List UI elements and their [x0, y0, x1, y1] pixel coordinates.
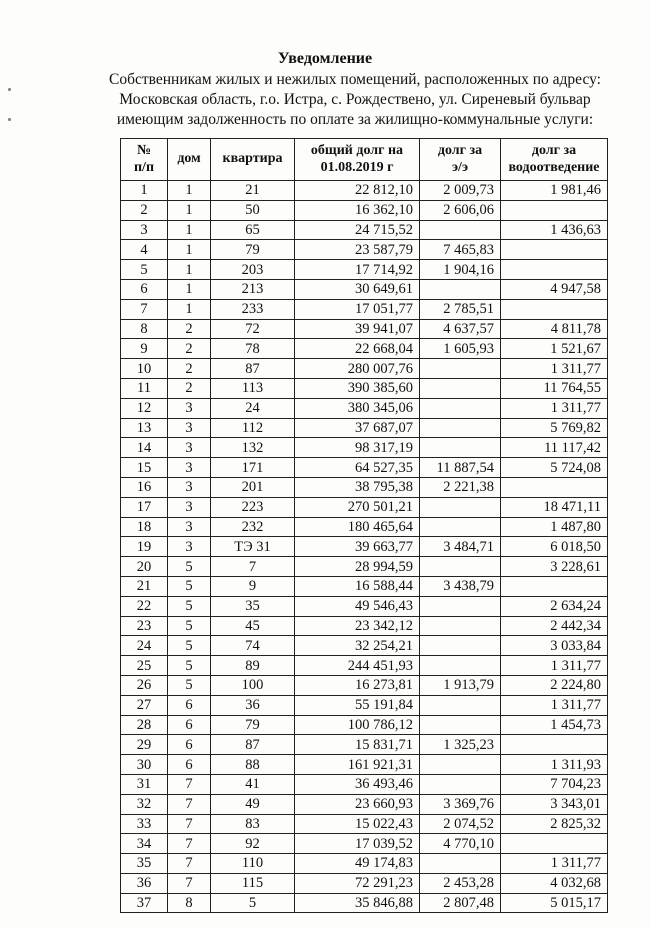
cell-water-debt: 1 311,77 — [501, 656, 608, 676]
cell-electricity-debt — [420, 636, 501, 656]
table-row — [121, 260, 608, 280]
cell-total-debt: 23 587,79 — [295, 240, 420, 260]
cell-electricity-debt — [420, 596, 501, 616]
cell-apartment: 50 — [211, 200, 295, 220]
cell-electricity-debt: 11 887,54 — [420, 458, 501, 478]
cell-house: 1 — [168, 260, 211, 280]
cell-house: 1 — [168, 299, 211, 319]
cell-total-debt: 15 022,43 — [295, 814, 420, 834]
cell-house: 3 — [168, 438, 211, 458]
cell-total-debt: 17 039,52 — [295, 834, 420, 854]
cell-water-debt: 4 032,68 — [501, 873, 608, 893]
cell-house: 7 — [168, 873, 211, 893]
cell-number: 18 — [121, 517, 168, 537]
cell-electricity-debt: 2 221,38 — [420, 477, 501, 497]
cell-water-debt — [501, 240, 608, 260]
table-row — [121, 497, 608, 517]
cell-total-debt: 22 668,04 — [295, 339, 420, 359]
header-line: общий долг на — [310, 143, 404, 158]
cell-electricity-debt — [420, 220, 501, 240]
cell-total-debt: 17 051,77 — [295, 299, 420, 319]
scan-speck — [8, 118, 11, 121]
table-row — [121, 200, 608, 220]
table-row — [121, 636, 608, 656]
cell-electricity-debt: 2 606,06 — [420, 200, 501, 220]
cell-apartment: 232 — [211, 517, 295, 537]
table-row — [121, 656, 608, 676]
cell-house: 3 — [168, 497, 211, 517]
cell-number: 15 — [121, 458, 168, 478]
cell-total-debt: 15 831,71 — [295, 735, 420, 755]
cell-number: 10 — [121, 359, 168, 379]
table-row — [121, 339, 608, 359]
header-line: № — [136, 143, 152, 158]
cell-house: 5 — [168, 636, 211, 656]
cell-house: 6 — [168, 755, 211, 775]
cell-total-debt: 35 846,88 — [295, 893, 420, 913]
cell-number: 26 — [121, 675, 168, 695]
cell-electricity-debt: 2 009,73 — [420, 181, 501, 201]
cell-apartment: 89 — [211, 656, 295, 676]
scan-speck — [8, 88, 11, 91]
cell-electricity-debt: 1 325,23 — [420, 735, 501, 755]
cell-house: 1 — [168, 181, 211, 201]
cell-water-debt: 11 117,42 — [501, 438, 608, 458]
cell-house: 2 — [168, 339, 211, 359]
cell-electricity-debt — [420, 557, 501, 577]
cell-house: 1 — [168, 200, 211, 220]
cell-apartment: 223 — [211, 497, 295, 517]
cell-house: 5 — [168, 576, 211, 596]
cell-number: 27 — [121, 695, 168, 715]
cell-apartment: 110 — [211, 854, 295, 874]
cell-apartment: 87 — [211, 359, 295, 379]
cell-water-debt: 1 981,46 — [501, 181, 608, 201]
cell-apartment: 65 — [211, 220, 295, 240]
cell-apartment: 233 — [211, 299, 295, 319]
header-line: э/э — [452, 159, 468, 175]
table-row — [121, 557, 608, 577]
cell-total-debt: 180 465,64 — [295, 517, 420, 537]
cell-apartment: 92 — [211, 834, 295, 854]
cell-apartment: 21 — [211, 181, 295, 201]
cell-water-debt: 1 436,63 — [501, 220, 608, 240]
cell-apartment: 112 — [211, 418, 295, 438]
table-row — [121, 458, 608, 478]
cell-apartment: ТЭ 31 — [211, 537, 295, 557]
cell-apartment: 79 — [211, 240, 295, 260]
cell-electricity-debt: 1 605,93 — [420, 339, 501, 359]
cell-total-debt: 49 174,83 — [295, 854, 420, 874]
cell-total-debt: 22 812,10 — [295, 181, 420, 201]
cell-number: 1 — [121, 181, 168, 201]
cell-number: 30 — [121, 755, 168, 775]
cell-house: 6 — [168, 715, 211, 735]
cell-house: 5 — [168, 616, 211, 636]
cell-number: 17 — [121, 497, 168, 517]
cell-electricity-debt — [420, 774, 501, 794]
cell-total-debt: 390 385,60 — [295, 378, 420, 398]
cell-electricity-debt — [420, 616, 501, 636]
cell-water-debt: 1 311,77 — [501, 854, 608, 874]
cell-total-debt: 30 649,61 — [295, 279, 420, 299]
cell-total-debt: 380 345,06 — [295, 398, 420, 418]
cell-total-debt: 100 786,12 — [295, 715, 420, 735]
cell-house: 7 — [168, 854, 211, 874]
cell-water-debt: 3 228,61 — [501, 557, 608, 577]
cell-apartment: 100 — [211, 675, 295, 695]
cell-number: 33 — [121, 814, 168, 834]
table-row — [121, 794, 608, 814]
cell-number: 4 — [121, 240, 168, 260]
cell-water-debt: 2 442,34 — [501, 616, 608, 636]
cell-electricity-debt — [420, 755, 501, 775]
cell-number: 2 — [121, 200, 168, 220]
cell-number: 22 — [121, 596, 168, 616]
header-apartment — [211, 139, 295, 181]
cell-number: 5 — [121, 260, 168, 280]
header-line: долг за — [437, 143, 483, 158]
cell-total-debt: 38 795,38 — [295, 477, 420, 497]
cell-house: 3 — [168, 537, 211, 557]
subtitle-line: имеющим задолженность по оплате за жилищно-коммунальные услуги: — [116, 111, 594, 128]
cell-number: 34 — [121, 834, 168, 854]
cell-number: 23 — [121, 616, 168, 636]
cell-house: 3 — [168, 517, 211, 537]
table-row — [121, 814, 608, 834]
cell-water-debt — [501, 299, 608, 319]
table-row — [121, 279, 608, 299]
cell-total-debt: 32 254,21 — [295, 636, 420, 656]
table-row — [121, 181, 608, 201]
table-row — [121, 715, 608, 735]
cell-house: 1 — [168, 279, 211, 299]
cell-number: 20 — [121, 557, 168, 577]
cell-water-debt — [501, 200, 608, 220]
header-number — [121, 139, 168, 181]
table-row — [121, 299, 608, 319]
cell-electricity-debt: 2 453,28 — [420, 873, 501, 893]
cell-total-debt: 16 588,44 — [295, 576, 420, 596]
table-row — [121, 695, 608, 715]
header-line: дом — [177, 151, 201, 167]
table-row — [121, 517, 608, 537]
cell-electricity-debt: 3 369,76 — [420, 794, 501, 814]
cell-water-debt: 2 224,80 — [501, 675, 608, 695]
cell-house: 5 — [168, 557, 211, 577]
cell-apartment: 113 — [211, 378, 295, 398]
cell-electricity-debt — [420, 854, 501, 874]
table-row — [121, 834, 608, 854]
cell-water-debt: 18 471,11 — [501, 497, 608, 517]
cell-water-debt: 11 764,55 — [501, 378, 608, 398]
cell-water-debt: 4 811,78 — [501, 319, 608, 339]
debt-table — [120, 138, 608, 913]
cell-water-debt: 2 825,32 — [501, 814, 608, 834]
cell-electricity-debt — [420, 695, 501, 715]
cell-electricity-debt: 4 637,57 — [420, 319, 501, 339]
table-header-row — [121, 139, 608, 181]
cell-apartment: 41 — [211, 774, 295, 794]
cell-apartment: 83 — [211, 814, 295, 834]
cell-number: 14 — [121, 438, 168, 458]
cell-total-debt: 64 527,35 — [295, 458, 420, 478]
cell-apartment: 79 — [211, 715, 295, 735]
cell-electricity-debt — [420, 715, 501, 735]
cell-house: 8 — [168, 893, 211, 913]
cell-number: 36 — [121, 873, 168, 893]
table-row — [121, 240, 608, 260]
cell-apartment: 87 — [211, 735, 295, 755]
cell-number: 37 — [121, 893, 168, 913]
cell-water-debt: 6 018,50 — [501, 537, 608, 557]
cell-electricity-debt: 2 785,51 — [420, 299, 501, 319]
cell-electricity-debt: 1 913,79 — [420, 675, 501, 695]
cell-electricity-debt: 3 438,79 — [420, 576, 501, 596]
cell-apartment: 5 — [211, 893, 295, 913]
cell-house: 6 — [168, 695, 211, 715]
table-row — [121, 418, 608, 438]
cell-number: 21 — [121, 576, 168, 596]
cell-water-debt: 4 947,58 — [501, 279, 608, 299]
cell-water-debt: 5 015,17 — [501, 893, 608, 913]
table-row — [121, 774, 608, 794]
header-total-debt — [295, 139, 420, 181]
table-row — [121, 675, 608, 695]
table-row — [121, 359, 608, 379]
cell-apartment: 36 — [211, 695, 295, 715]
cell-house: 3 — [168, 477, 211, 497]
cell-apartment: 35 — [211, 596, 295, 616]
cell-house: 3 — [168, 418, 211, 438]
cell-house: 5 — [168, 675, 211, 695]
cell-number: 9 — [121, 339, 168, 359]
cell-electricity-debt: 2 074,52 — [420, 814, 501, 834]
table-row — [121, 873, 608, 893]
cell-house: 2 — [168, 319, 211, 339]
cell-number: 35 — [121, 854, 168, 874]
subtitle-line: Собственникам жилых и нежилых помещений, расположенных по адресу: — [109, 71, 601, 88]
cell-apartment: 132 — [211, 438, 295, 458]
cell-total-debt: 17 714,92 — [295, 260, 420, 280]
document-title: Уведомление — [277, 50, 373, 67]
cell-electricity-debt: 3 484,71 — [420, 537, 501, 557]
cell-total-debt: 23 342,12 — [295, 616, 420, 636]
cell-number: 8 — [121, 319, 168, 339]
cell-total-debt: 270 501,21 — [295, 497, 420, 517]
cell-water-debt: 1 521,67 — [501, 339, 608, 359]
cell-apartment: 213 — [211, 279, 295, 299]
cell-house: 7 — [168, 774, 211, 794]
cell-number: 16 — [121, 477, 168, 497]
cell-total-debt: 72 291,23 — [295, 873, 420, 893]
cell-water-debt: 3 343,01 — [501, 794, 608, 814]
cell-number: 25 — [121, 656, 168, 676]
table-row — [121, 438, 608, 458]
header-line: 01.08.2019 г — [320, 159, 394, 175]
cell-total-debt: 244 451,93 — [295, 656, 420, 676]
cell-apartment: 115 — [211, 873, 295, 893]
cell-electricity-debt — [420, 398, 501, 418]
cell-total-debt: 23 660,93 — [295, 794, 420, 814]
cell-electricity-debt — [420, 438, 501, 458]
cell-electricity-debt: 2 807,48 — [420, 893, 501, 913]
cell-water-debt: 5 724,08 — [501, 458, 608, 478]
cell-water-debt — [501, 477, 608, 497]
cell-water-debt — [501, 576, 608, 596]
table-row — [121, 596, 608, 616]
cell-number: 6 — [121, 279, 168, 299]
table-body — [121, 181, 608, 913]
cell-house: 6 — [168, 735, 211, 755]
cell-electricity-debt — [420, 497, 501, 517]
cell-electricity-debt — [420, 279, 501, 299]
cell-apartment: 78 — [211, 339, 295, 359]
cell-apartment: 201 — [211, 477, 295, 497]
cell-total-debt: 161 921,31 — [295, 755, 420, 775]
cell-water-debt: 1 311,77 — [501, 398, 608, 418]
cell-water-debt — [501, 834, 608, 854]
cell-electricity-debt: 4 770,10 — [420, 834, 501, 854]
cell-total-debt: 98 317,19 — [295, 438, 420, 458]
cell-number: 7 — [121, 299, 168, 319]
cell-number: 3 — [121, 220, 168, 240]
cell-apartment: 49 — [211, 794, 295, 814]
cell-total-debt: 36 493,46 — [295, 774, 420, 794]
header-house — [168, 139, 211, 181]
cell-house: 7 — [168, 794, 211, 814]
cell-number: 12 — [121, 398, 168, 418]
cell-house: 3 — [168, 458, 211, 478]
cell-number: 19 — [121, 537, 168, 557]
cell-apartment: 45 — [211, 616, 295, 636]
cell-number: 29 — [121, 735, 168, 755]
cell-water-debt: 1 487,80 — [501, 517, 608, 537]
header-line: долг за — [531, 143, 577, 158]
cell-electricity-debt — [420, 656, 501, 676]
table-row — [121, 378, 608, 398]
cell-number: 31 — [121, 774, 168, 794]
table-row — [121, 319, 608, 339]
cell-total-debt: 39 663,77 — [295, 537, 420, 557]
cell-house: 1 — [168, 220, 211, 240]
cell-electricity-debt — [420, 378, 501, 398]
table-row — [121, 576, 608, 596]
cell-water-debt — [501, 735, 608, 755]
cell-total-debt: 37 687,07 — [295, 418, 420, 438]
cell-water-debt: 1 311,77 — [501, 695, 608, 715]
cell-apartment: 72 — [211, 319, 295, 339]
cell-water-debt: 1 454,73 — [501, 715, 608, 735]
cell-apartment: 24 — [211, 398, 295, 418]
cell-number: 11 — [121, 378, 168, 398]
cell-house: 1 — [168, 240, 211, 260]
cell-apartment: 74 — [211, 636, 295, 656]
document-subtitle — [90, 70, 620, 130]
cell-apartment: 9 — [211, 576, 295, 596]
table-row — [121, 893, 608, 913]
cell-water-debt: 2 634,24 — [501, 596, 608, 616]
cell-total-debt: 24 715,52 — [295, 220, 420, 240]
cell-water-debt: 1 311,77 — [501, 359, 608, 379]
table-row — [121, 398, 608, 418]
table-row — [121, 755, 608, 775]
cell-house: 7 — [168, 834, 211, 854]
cell-number: 28 — [121, 715, 168, 735]
header-line: водоотведение — [508, 159, 600, 175]
cell-house: 7 — [168, 814, 211, 834]
cell-water-debt — [501, 260, 608, 280]
cell-electricity-debt: 7 465,83 — [420, 240, 501, 260]
table-row — [121, 616, 608, 636]
cell-water-debt: 5 769,82 — [501, 418, 608, 438]
cell-number: 13 — [121, 418, 168, 438]
cell-total-debt: 280 007,76 — [295, 359, 420, 379]
cell-apartment: 88 — [211, 755, 295, 775]
table-row — [121, 537, 608, 557]
cell-apartment: 203 — [211, 260, 295, 280]
cell-apartment: 171 — [211, 458, 295, 478]
cell-electricity-debt — [420, 359, 501, 379]
cell-water-debt: 3 033,84 — [501, 636, 608, 656]
cell-water-debt: 7 704,23 — [501, 774, 608, 794]
cell-total-debt: 28 994,59 — [295, 557, 420, 577]
table-row — [121, 477, 608, 497]
cell-electricity-debt — [420, 418, 501, 438]
cell-number: 32 — [121, 794, 168, 814]
table-row — [121, 220, 608, 240]
cell-house: 2 — [168, 378, 211, 398]
table-row — [121, 735, 608, 755]
header-line: квартира — [222, 151, 283, 167]
cell-house: 3 — [168, 398, 211, 418]
cell-apartment: 7 — [211, 557, 295, 577]
header-line: п/п — [133, 159, 155, 175]
cell-total-debt: 16 273,81 — [295, 675, 420, 695]
table-row — [121, 854, 608, 874]
cell-house: 5 — [168, 656, 211, 676]
cell-total-debt: 16 362,10 — [295, 200, 420, 220]
cell-number: 24 — [121, 636, 168, 656]
cell-house: 2 — [168, 359, 211, 379]
cell-water-debt: 1 311,93 — [501, 755, 608, 775]
cell-total-debt: 39 941,07 — [295, 319, 420, 339]
header-electricity-debt — [420, 139, 501, 181]
cell-total-debt: 55 191,84 — [295, 695, 420, 715]
cell-electricity-debt — [420, 517, 501, 537]
cell-electricity-debt: 1 904,16 — [420, 260, 501, 280]
subtitle-line: Московская область, г.о. Истра, с. Рождествено, ул. Сиреневый бульвар — [119, 91, 591, 108]
cell-total-debt: 49 546,43 — [295, 596, 420, 616]
cell-house: 5 — [168, 596, 211, 616]
header-water-debt — [501, 139, 608, 181]
